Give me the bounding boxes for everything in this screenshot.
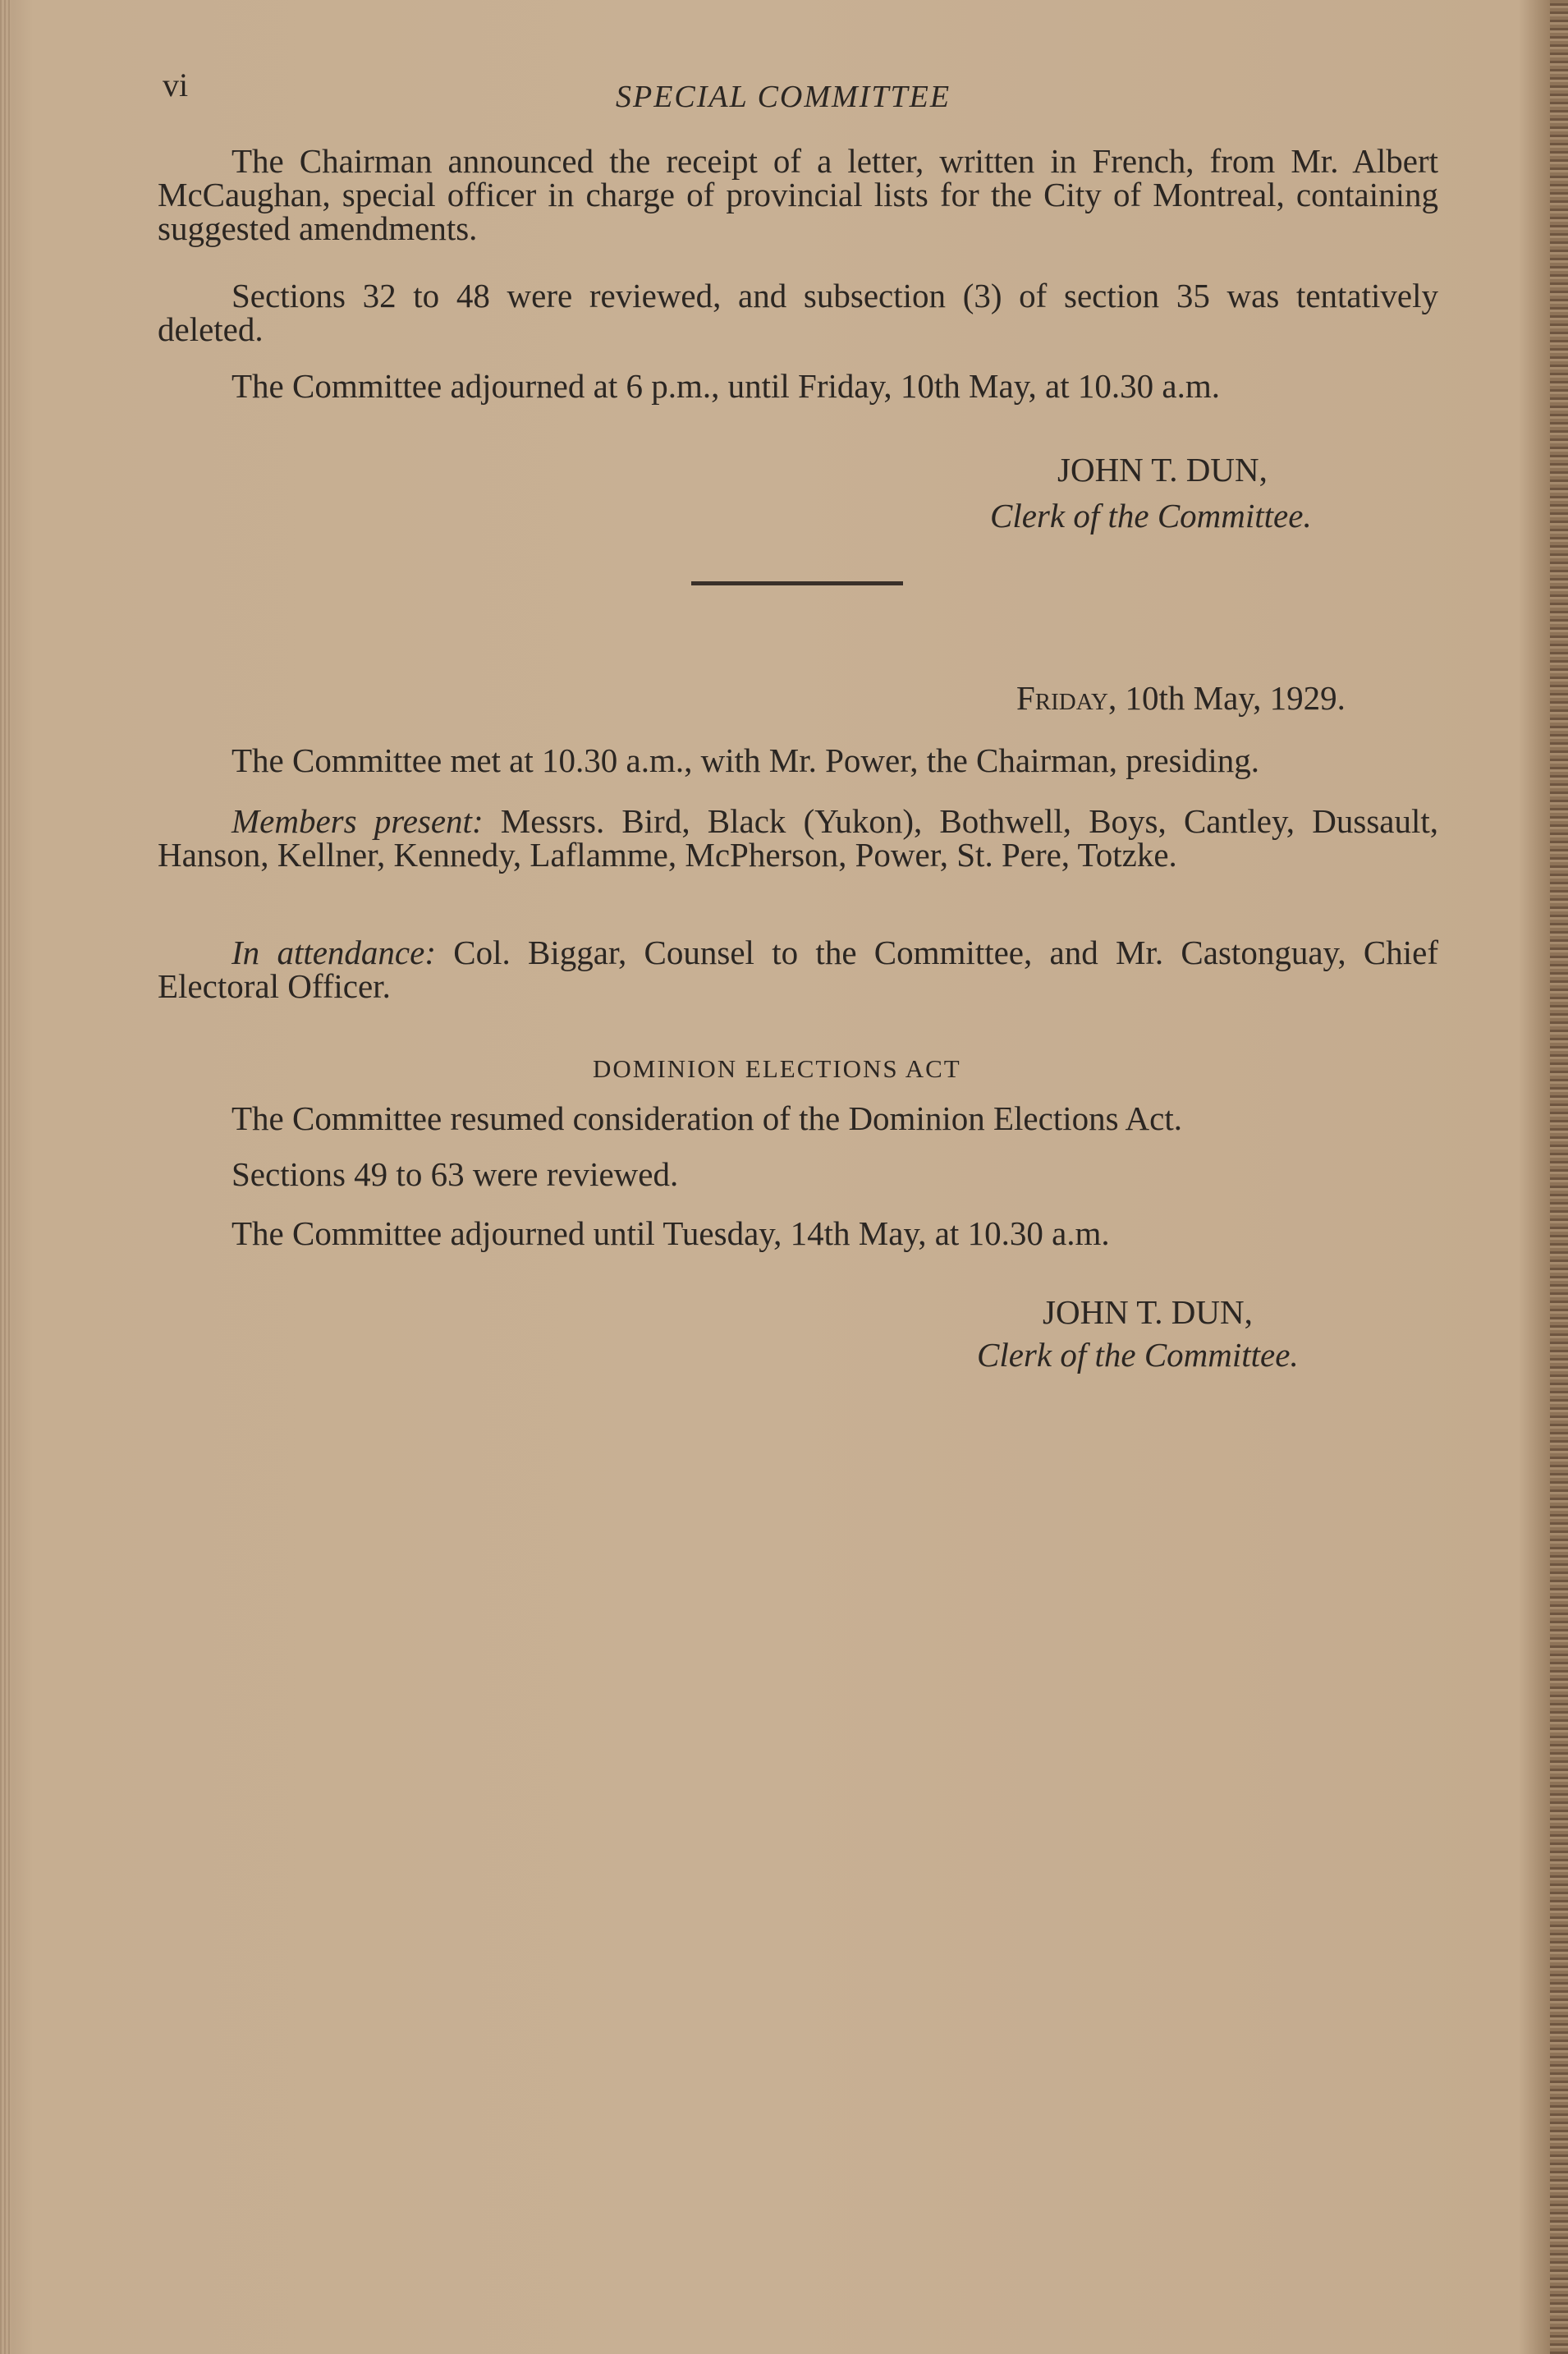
- paragraph-letter-receipt: The Chairman announced the receipt of a letter, written in French, from Mr. Albert McCaughan, special officer in charge of provincial lists for the City of Montreal, containing suggested amendments.: [158, 142, 1438, 247]
- members-label: Members present:: [232, 802, 484, 840]
- paragraph-members-present: [158, 802, 1439, 874]
- paragraph-sections-reviewed: Sections 32 to 48 were reviewed, and subsection (3) of section 35 was tentatively deleted.: [158, 277, 1438, 348]
- signature-role: Clerk of the Committee.: [990, 497, 1312, 535]
- paragraph-adjourned-tuesday: The Committee adjourned until Tuesday, 14th May, at 10.30 a.m.: [232, 1214, 1110, 1252]
- section-divider: [691, 581, 903, 585]
- paragraph-in-attendance: [158, 936, 1438, 1003]
- members-list: Messrs. Bird, Black (Yukon), Bothwell, Boys, Cantley, Dussault, Hanson, Kellner, Kennedy, Laflamme, McPherson, Power, St. Pere, Totzke.: [158, 802, 1439, 874]
- page-edge-right: [1550, 0, 1568, 2354]
- signature-name: JOHN T. DUN,: [1043, 1293, 1253, 1331]
- signature-role: Clerk of the Committee.: [977, 1336, 1299, 1374]
- page-edge-left: [0, 0, 11, 2354]
- signature-name: JOHN T. DUN,: [1057, 451, 1268, 489]
- paragraph-resumed: The Committee resumed consideration of the Dominion Elections Act.: [232, 1099, 1182, 1137]
- dateline-day: Friday,: [1016, 679, 1117, 717]
- dateline-date: 10th May, 1929.: [1116, 679, 1346, 717]
- attendance-label: In attendance:: [232, 934, 436, 971]
- meeting-dateline: [1016, 678, 1346, 718]
- attendance-list: Col. Biggar, Counsel to the Committee, and Mr. Castonguay, Chief Electoral Officer.: [158, 934, 1438, 1005]
- paragraph-meeting-opened: The Committee met at 10.30 a.m., with Mr. Power, the Chairman, presiding.: [232, 741, 1260, 779]
- paragraph-adjourned: The Committee adjourned at 6 p.m., until Friday, 10th May, at 10.30 a.m.: [232, 367, 1220, 405]
- page-number: vi: [163, 67, 189, 103]
- paragraph-sections-49-63: Sections 49 to 63 were reviewed.: [232, 1155, 679, 1193]
- running-title: SPECIAL COMMITTEE: [616, 80, 951, 114]
- section-heading: DOMINION ELECTIONS ACT: [593, 1054, 961, 1083]
